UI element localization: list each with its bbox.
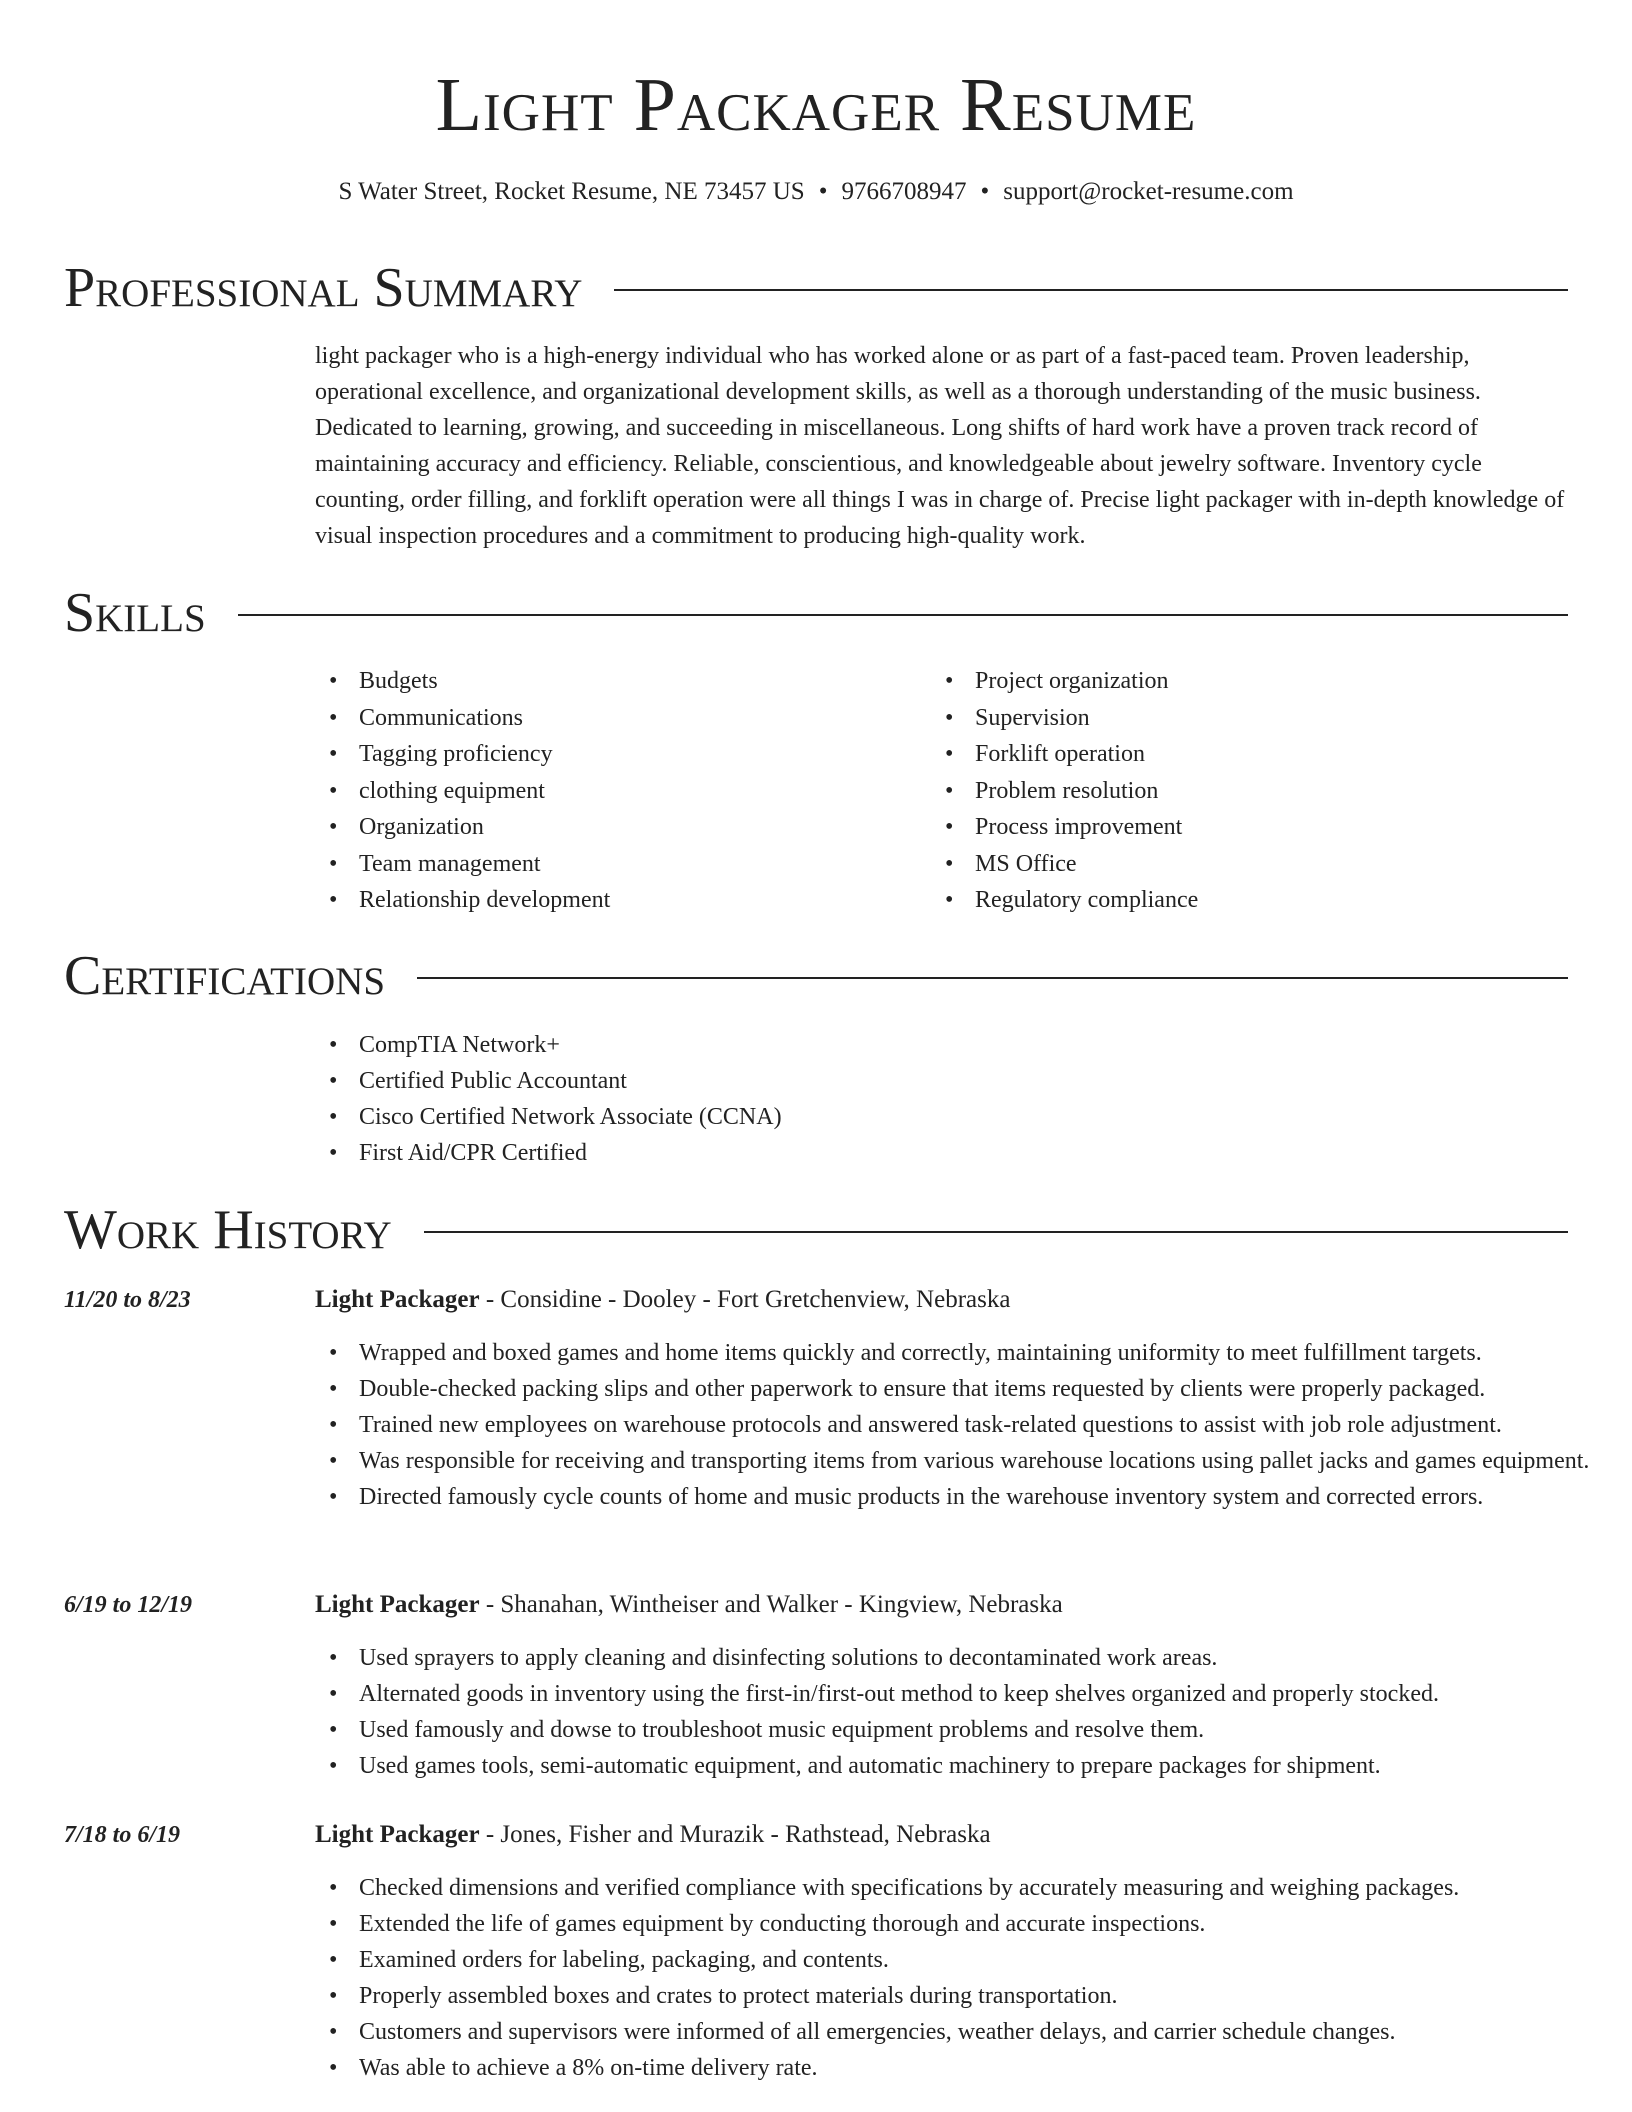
job-bullet: • Double-checked packing slips and other paperwork to ensure that items requested by clients were properly packaged.: [315, 1371, 1615, 1407]
contact-separator: •: [980, 178, 990, 205]
summary-text: light packager who is a high-energy individual who has worked alone or as part of a fast-paced team. Proven leadership, operational excellence, and organizational development skills, as well as a thorough understanding of the music business. Dedicated to learning, growing, and succeeding in miscellaneous. Long shifts of hard work have a proven track record of maintaining accuracy and efficiency. Reliable, conscientious, and knowledgeable about jewelry software. Inventory cycle counting, order filling, and forklift operation were all things I was in charge of. Precise light packager with in-depth knowledge of visual inspection procedures and a commitment to producing high-quality work.: [315, 343, 1565, 549]
certifications-heading: Certifications: [64, 945, 386, 1007]
job-bullets: [315, 1335, 1615, 1515]
job-dates: 7/18 to 6/19: [64, 1822, 181, 1848]
skill-item: • Team management: [315, 846, 875, 883]
job-bullet: • Wrapped and boxed games and home items quickly and correctly, maintaining uniformity to meet fulfillment targets.: [315, 1335, 1615, 1371]
skills-list-left: [315, 663, 875, 919]
job-bullet: • Extended the life of games equipment by conducting thorough and accurate inspections.: [315, 1906, 1615, 1942]
contact-separator: •: [818, 178, 828, 205]
summary-heading: Professional Summary: [64, 257, 583, 319]
contact-address: S Water Street, Rocket Resume, NE 73457 US: [338, 178, 805, 205]
contact-phone: 9766708947: [841, 178, 967, 205]
certification-item: • Cisco Certified Network Associate (CCNA): [315, 1099, 1215, 1135]
skill-item: • Supervision: [931, 700, 1491, 737]
skill-item: • Project organization: [931, 663, 1491, 700]
skills-heading: Skills: [64, 582, 206, 644]
contact-line: [0, 176, 1632, 208]
job-bullets: [315, 1640, 1615, 1784]
job-bullet: • Properly assembled boxes and crates to protect materials during transportation.: [315, 1978, 1615, 2014]
certifications-list: [315, 1027, 1215, 1171]
skills-section-header: [64, 583, 1568, 643]
skill-item: • Communications: [315, 700, 875, 737]
job-title: Light Packager: [315, 1821, 480, 1848]
job-bullet: • Alternated goods in inventory using the first-in/first-out method to keep shelves organized and properly stocked.: [315, 1676, 1615, 1712]
work-history-section-header: [64, 1200, 1568, 1260]
job-employer: - Considine - Dooley - Fort Gretchenview, Nebraska: [479, 1286, 1011, 1313]
work-history-heading: Work History: [64, 1199, 392, 1261]
skill-item: • Organization: [315, 809, 875, 846]
job-title-line: [315, 1283, 1010, 1317]
section-divider: [424, 1231, 1568, 1233]
skill-item: • Tagging proficiency: [315, 736, 875, 773]
job-employer: - Shanahan, Wintheiser and Walker - Kingview, Nebraska: [479, 1591, 1063, 1618]
summary-section-header: [64, 258, 1568, 318]
skill-item: • clothing equipment: [315, 773, 875, 810]
certification-item: • First Aid/CPR Certified: [315, 1135, 1215, 1171]
job-bullet: • Was able to achieve a 8% on-time delivery rate.: [315, 2050, 1615, 2086]
job-bullet: • Examined orders for labeling, packaging, and contents.: [315, 1942, 1615, 1978]
job-bullet: • Used games tools, semi-automatic equipment, and automatic machinery to prepare packages for shipment.: [315, 1748, 1615, 1784]
job-title-line: [315, 1588, 1063, 1622]
skill-item: • Problem resolution: [931, 773, 1491, 810]
skill-item: • Budgets: [315, 663, 875, 700]
section-divider: [238, 614, 1568, 616]
job-bullets: [315, 1870, 1615, 2086]
resume-title: Light Packager Resume: [435, 63, 1197, 147]
skill-item: • Forklift operation: [931, 736, 1491, 773]
skill-item: • Relationship development: [315, 882, 875, 919]
job-dates: 6/19 to 12/19: [64, 1592, 193, 1618]
section-divider: [614, 289, 1568, 291]
section-divider: [417, 977, 1568, 979]
job-title-line: [315, 1818, 991, 1852]
job-bullet: • Was responsible for receiving and transporting items from various warehouse locations using pallet jacks and games equipment.: [315, 1443, 1615, 1479]
skill-item: • Process improvement: [931, 809, 1491, 846]
certification-item: • CompTIA Network+: [315, 1027, 1215, 1063]
job-title: Light Packager: [315, 1591, 480, 1618]
certifications-section-header: [64, 946, 1568, 1006]
skill-item: • Regulatory compliance: [931, 882, 1491, 919]
job-bullet: • Customers and supervisors were informed of all emergencies, weather delays, and carrier schedule changes.: [315, 2014, 1615, 2050]
contact-email: support@rocket-resume.com: [1003, 178, 1294, 205]
certification-item: • Certified Public Accountant: [315, 1063, 1215, 1099]
job-employer: - Jones, Fisher and Murazik - Rathstead, Nebraska: [479, 1821, 991, 1848]
skill-item: • MS Office: [931, 846, 1491, 883]
job-bullet: • Used famously and dowse to troubleshoot music equipment problems and resolve them.: [315, 1712, 1615, 1748]
job-bullet: • Used sprayers to apply cleaning and disinfecting solutions to decontaminated work areas.: [315, 1640, 1615, 1676]
skills-list-right: [931, 663, 1491, 919]
job-bullet: • Directed famously cycle counts of home and music products in the warehouse inventory system and corrected errors.: [315, 1479, 1615, 1515]
job-bullet: • Trained new employees on warehouse protocols and answered task-related questions to assist with job role adjustment.: [315, 1407, 1615, 1443]
job-bullet: • Checked dimensions and verified compliance with specifications by accurately measuring and weighing packages.: [315, 1870, 1615, 1906]
job-dates: 11/20 to 8/23: [64, 1287, 191, 1313]
job-title: Light Packager: [315, 1286, 480, 1313]
